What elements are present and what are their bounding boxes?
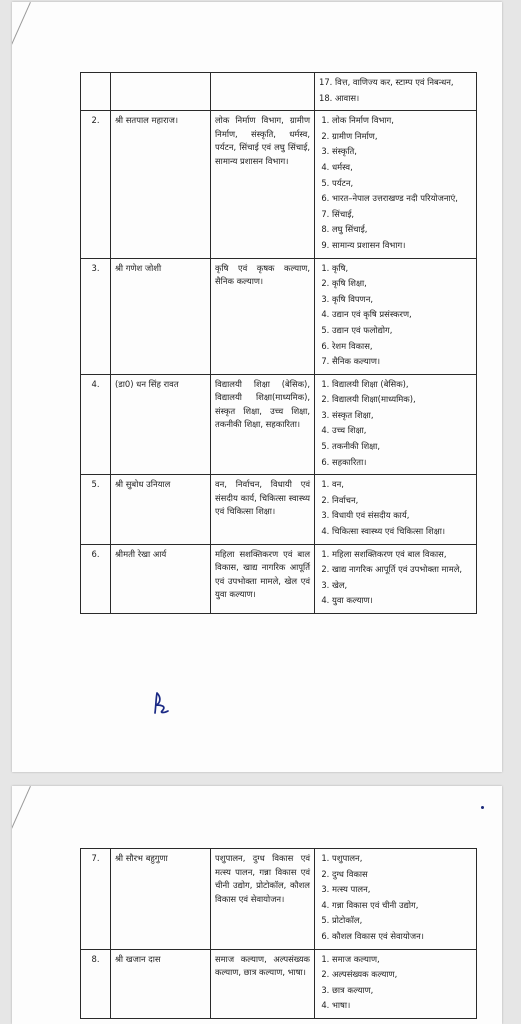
departments-cell: महिला सशक्तिकरण एवं बाल विकास, खाद्य नागरिक आपूर्ति एवं उपभोक्ता मामले, खेल एवं युवा कल्याण। bbox=[211, 544, 315, 613]
subject-item: 3. छात्र कल्याण, bbox=[332, 984, 472, 998]
departments-cell: वन, निर्वाचन, विधायी एवं संसदीय कार्य, चिकित्सा स्वास्थ्य एवं चिकित्सा शिक्षा। bbox=[211, 475, 315, 544]
subject-item: 2. विद्यालयी शिक्षा(माध्यमिक), bbox=[332, 393, 472, 407]
table-row bbox=[81, 544, 477, 613]
subject-item: 1. कृषि, bbox=[332, 262, 472, 276]
departments-cell: विद्यालयी शिक्षा (बेसिक), विद्यालयी शिक्षा(माध्यमिक), संस्कृत शिक्षा, उच्च शिक्षा, तकनीकी शिक्षा, सहकारिता। bbox=[211, 374, 315, 475]
departments-cell: कृषि एवं कृषक कल्याण, सैनिक कल्याण। bbox=[211, 258, 315, 374]
document-page-2 bbox=[12, 786, 502, 1024]
table-body bbox=[81, 73, 477, 614]
subject-item: 4. भाषा। bbox=[332, 999, 472, 1013]
minister-portfolio-table bbox=[80, 72, 477, 614]
subject-item: 2. खाद्य नागरिक आपूर्ति एवं उपभोक्ता मामले, bbox=[332, 563, 472, 577]
subject-item: 5. प्रोटोकॉल, bbox=[332, 914, 472, 928]
departments-cell bbox=[211, 73, 315, 111]
minister-name-cell: श्री सतपाल महाराज। bbox=[111, 111, 211, 258]
subject-list bbox=[319, 262, 472, 369]
subjects-cell bbox=[315, 111, 477, 258]
minister-name-cell: श्री गणेश जोशी bbox=[111, 258, 211, 374]
subject-item: 3. संस्कृति, bbox=[332, 145, 472, 159]
subject-item: 1. महिला सशक्तिकरण एवं बाल विकास, bbox=[332, 548, 472, 562]
subject-item: 7. सिंचाई, bbox=[332, 208, 472, 222]
subject-list bbox=[319, 76, 472, 105]
subject-item: 6. कौशल विकास एवं सेवायोजन। bbox=[332, 930, 472, 944]
serial-number-cell: 3. bbox=[81, 258, 111, 374]
subject-item: 3. कृषि विपणन, bbox=[332, 293, 472, 307]
subjects-cell bbox=[315, 475, 477, 544]
subject-item: 1. पशुपालन, bbox=[332, 852, 472, 866]
signature-mark bbox=[150, 690, 172, 720]
subject-list bbox=[319, 953, 472, 1013]
subject-item: 2. दुग्ध विकास bbox=[332, 868, 472, 882]
subject-item: 2. कृषि शिक्षा, bbox=[332, 277, 472, 291]
serial-number-cell: 2. bbox=[81, 111, 111, 258]
minister-name-cell bbox=[111, 73, 211, 111]
serial-number-cell: 8. bbox=[81, 949, 111, 1018]
subject-item: 6. सहकारिता। bbox=[332, 456, 472, 470]
subject-list bbox=[319, 114, 472, 252]
page-fold-line bbox=[12, 786, 31, 896]
subject-item: 3. विधायी एवं संसदीय कार्य, bbox=[332, 509, 472, 523]
minister-name-cell: श्रीमती रेखा आर्य bbox=[111, 544, 211, 613]
subjects-cell bbox=[315, 849, 477, 950]
table-row bbox=[81, 258, 477, 374]
subject-list bbox=[319, 378, 472, 470]
subject-list bbox=[319, 548, 472, 608]
subject-item: 2. ग्रामीण निर्माण, bbox=[332, 130, 472, 144]
table-body bbox=[81, 849, 477, 1019]
subject-item: 3. मत्स्य पालन, bbox=[332, 883, 472, 897]
minister-name-cell: श्री सुबोध उनियाल bbox=[111, 475, 211, 544]
subject-item: 4. उच्च शिक्षा, bbox=[332, 424, 472, 438]
subjects-cell bbox=[315, 258, 477, 374]
table-row bbox=[81, 475, 477, 544]
subject-item: 1. वन, bbox=[332, 478, 472, 492]
subject-item: 1. विद्यालयी शिक्षा (बेसिक), bbox=[332, 378, 472, 392]
subject-list bbox=[319, 852, 472, 944]
page-fold-line bbox=[12, 2, 31, 112]
minister-name-cell: श्री सौरभ बहुगुणा bbox=[111, 849, 211, 950]
table-row bbox=[81, 374, 477, 475]
subject-item: 1. लोक निर्माण विभाग, bbox=[332, 114, 472, 128]
subject-item: 6. भारत–नेपाल उत्तराखण्ड नदी परियोजनाएं, bbox=[332, 192, 472, 206]
subject-item: 4. गन्ना विकास एवं चीनी उद्योग, bbox=[332, 899, 472, 913]
minister-portfolio-table bbox=[80, 848, 477, 1019]
subject-list bbox=[319, 478, 472, 538]
departments-cell: पशुपालन, दुग्ध विकास एवं मत्स्य पालन, गन्ना विकास एवं चीनी उद्योग, प्रोटोकॉल, कौशल विकास एवं सेवायोजन। bbox=[211, 849, 315, 950]
serial-number-cell: 5. bbox=[81, 475, 111, 544]
departments-cell: समाज कल्याण, अल्पसंख्यक कल्याण, छात्र कल्याण, भाषा। bbox=[211, 949, 315, 1018]
subject-item: 4. उद्यान एवं कृषि प्रसंस्करण, bbox=[332, 308, 472, 322]
subjects-cell bbox=[315, 73, 477, 111]
serial-number-cell: 4. bbox=[81, 374, 111, 475]
subjects-cell bbox=[315, 544, 477, 613]
table-row bbox=[81, 849, 477, 950]
subject-item: 5. तकनीकी शिक्षा, bbox=[332, 440, 472, 454]
subject-item: 5. उद्यान एवं फलोद्योग, bbox=[332, 324, 472, 338]
minister-name-cell: (डा0) धन सिंह रावत bbox=[111, 374, 211, 475]
table-row bbox=[81, 73, 477, 111]
subject-item: 9. सामान्य प्रशासन विभाग। bbox=[332, 239, 472, 253]
serial-number-cell: 6. bbox=[81, 544, 111, 613]
subject-item: 5. पर्यटन, bbox=[332, 177, 472, 191]
subject-item: 1. समाज कल्याण, bbox=[332, 953, 472, 967]
subjects-cell bbox=[315, 374, 477, 475]
subject-item: 17. वित्त, वाणिज्य कर, स्टाम्प एवं निबन्धन, bbox=[319, 77, 454, 87]
subject-item: 3. खेल, bbox=[332, 579, 472, 593]
table-row bbox=[81, 111, 477, 258]
serial-number-cell: 7. bbox=[81, 849, 111, 950]
document-page-1 bbox=[12, 2, 502, 772]
ink-dot bbox=[481, 806, 484, 809]
subjects-cell bbox=[315, 949, 477, 1018]
subject-item: 18. आवास। bbox=[319, 92, 360, 103]
table-row bbox=[81, 949, 477, 1018]
subject-item: 4. चिकित्सा स्वास्थ्य एवं चिकित्सा शिक्षा। bbox=[332, 525, 472, 539]
subject-item: 4. धर्मस्व, bbox=[332, 161, 472, 175]
subject-item: 3. संस्कृत शिक्षा, bbox=[332, 409, 472, 423]
subject-item: 8. लघु सिंचाई, bbox=[332, 223, 472, 237]
minister-name-cell: श्री खजान दास bbox=[111, 949, 211, 1018]
subject-item: 6. रेशम विकास, bbox=[332, 340, 472, 354]
subject-item: 7. सैनिक कल्याण। bbox=[332, 355, 472, 369]
departments-cell: लोक निर्माण विभाग, ग्रामीण निर्माण, संस्कृति, धर्मस्व, पर्यटन, सिंचाई एवं लघु सिंचाई, सामान्य प्रशासन विभाग। bbox=[211, 111, 315, 258]
serial-number-cell bbox=[81, 73, 111, 111]
subject-item: 4. युवा कल्याण। bbox=[332, 594, 472, 608]
subject-item: 2. निर्वाचन, bbox=[332, 494, 472, 508]
subject-item: 2. अल्पसंख्यक कल्याण, bbox=[332, 968, 472, 982]
